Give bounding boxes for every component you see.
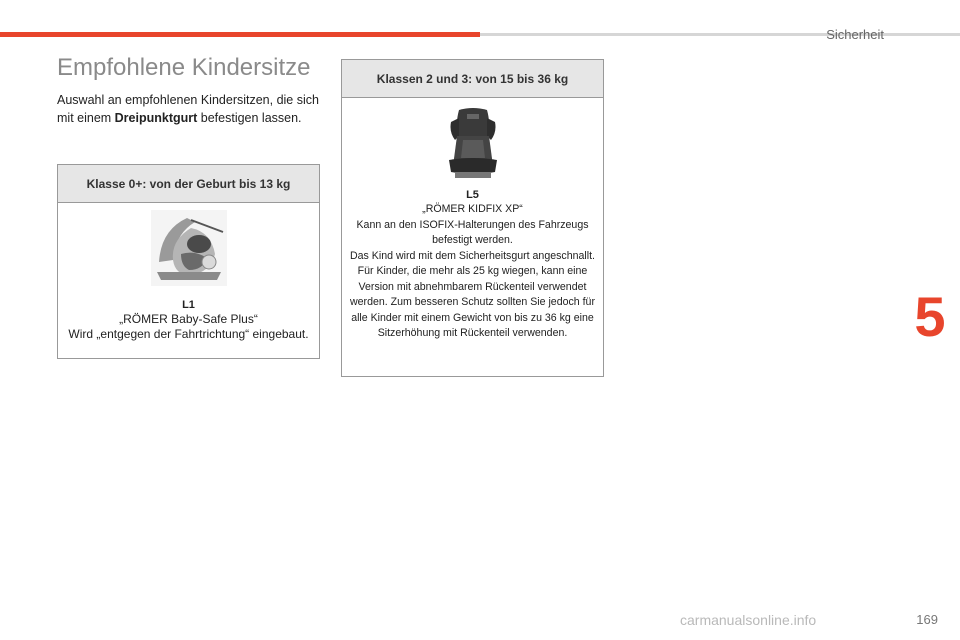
baby-seat-icon <box>151 210 227 286</box>
description-line: Das Kind wird mit dem Sicherheitsgurt angeschnallt. <box>350 249 595 262</box>
chapter-number: 5 <box>914 285 946 348</box>
page-title: Empfohlene Kindersitze <box>57 54 311 81</box>
intro-text-bold: Dreipunktgurt <box>114 111 198 125</box>
booster-seat-icon <box>443 106 503 182</box>
intro-text-after: befestigen lassen. <box>197 111 302 125</box>
description-line: werden. Zum besseren Schutz sollten Sie jedoch für <box>350 296 595 308</box>
description-line: Sitzerhöhung mit Rückenteil verwenden. <box>377 327 568 339</box>
seat-card-class-2-3 <box>341 59 604 377</box>
description-line: befestigt werden. <box>432 234 513 246</box>
section-name: Sicherheit <box>826 27 884 42</box>
card-heading: Klassen 2 und 3: von 15 bis 36 kg <box>342 60 603 98</box>
intro-text <box>57 91 327 127</box>
page-number: 169 <box>916 612 938 627</box>
description-line: Version mit abnehmbarem Rückenteil verwendet <box>358 280 587 293</box>
card-heading: Klasse 0+: von der Geburt bis 13 kg <box>58 165 319 203</box>
model-note: Wird „entgegen der Fahrtrichtung“ eingebaut. <box>68 327 309 341</box>
model-name: „RÖMER Baby-Safe Plus“ <box>119 312 258 326</box>
header-rule <box>480 33 960 36</box>
description-line: Kann an den ISOFIX-Halterungen des Fahrzeugs <box>356 218 589 231</box>
intro-text-before: Auswahl an empfohlenen Kindersitzen, die sich mit einem <box>57 93 319 125</box>
card-body <box>58 210 319 342</box>
header-accent-bar <box>0 32 480 37</box>
model-code: L1 <box>182 299 195 311</box>
model-code: L5 <box>466 189 479 201</box>
footer-watermark: carmanualsonline.info <box>680 612 817 628</box>
description-line: alle Kinder mit einem Gewicht von bis zu 36 kg eine <box>351 311 594 324</box>
card-body <box>342 106 603 342</box>
description-line: Für Kinder, die mehr als 25 kg wiegen, kann eine <box>357 265 588 277</box>
seat-card-class-0plus <box>57 164 320 359</box>
model-name: „RÖMER KIDFIX XP“ <box>422 203 523 215</box>
